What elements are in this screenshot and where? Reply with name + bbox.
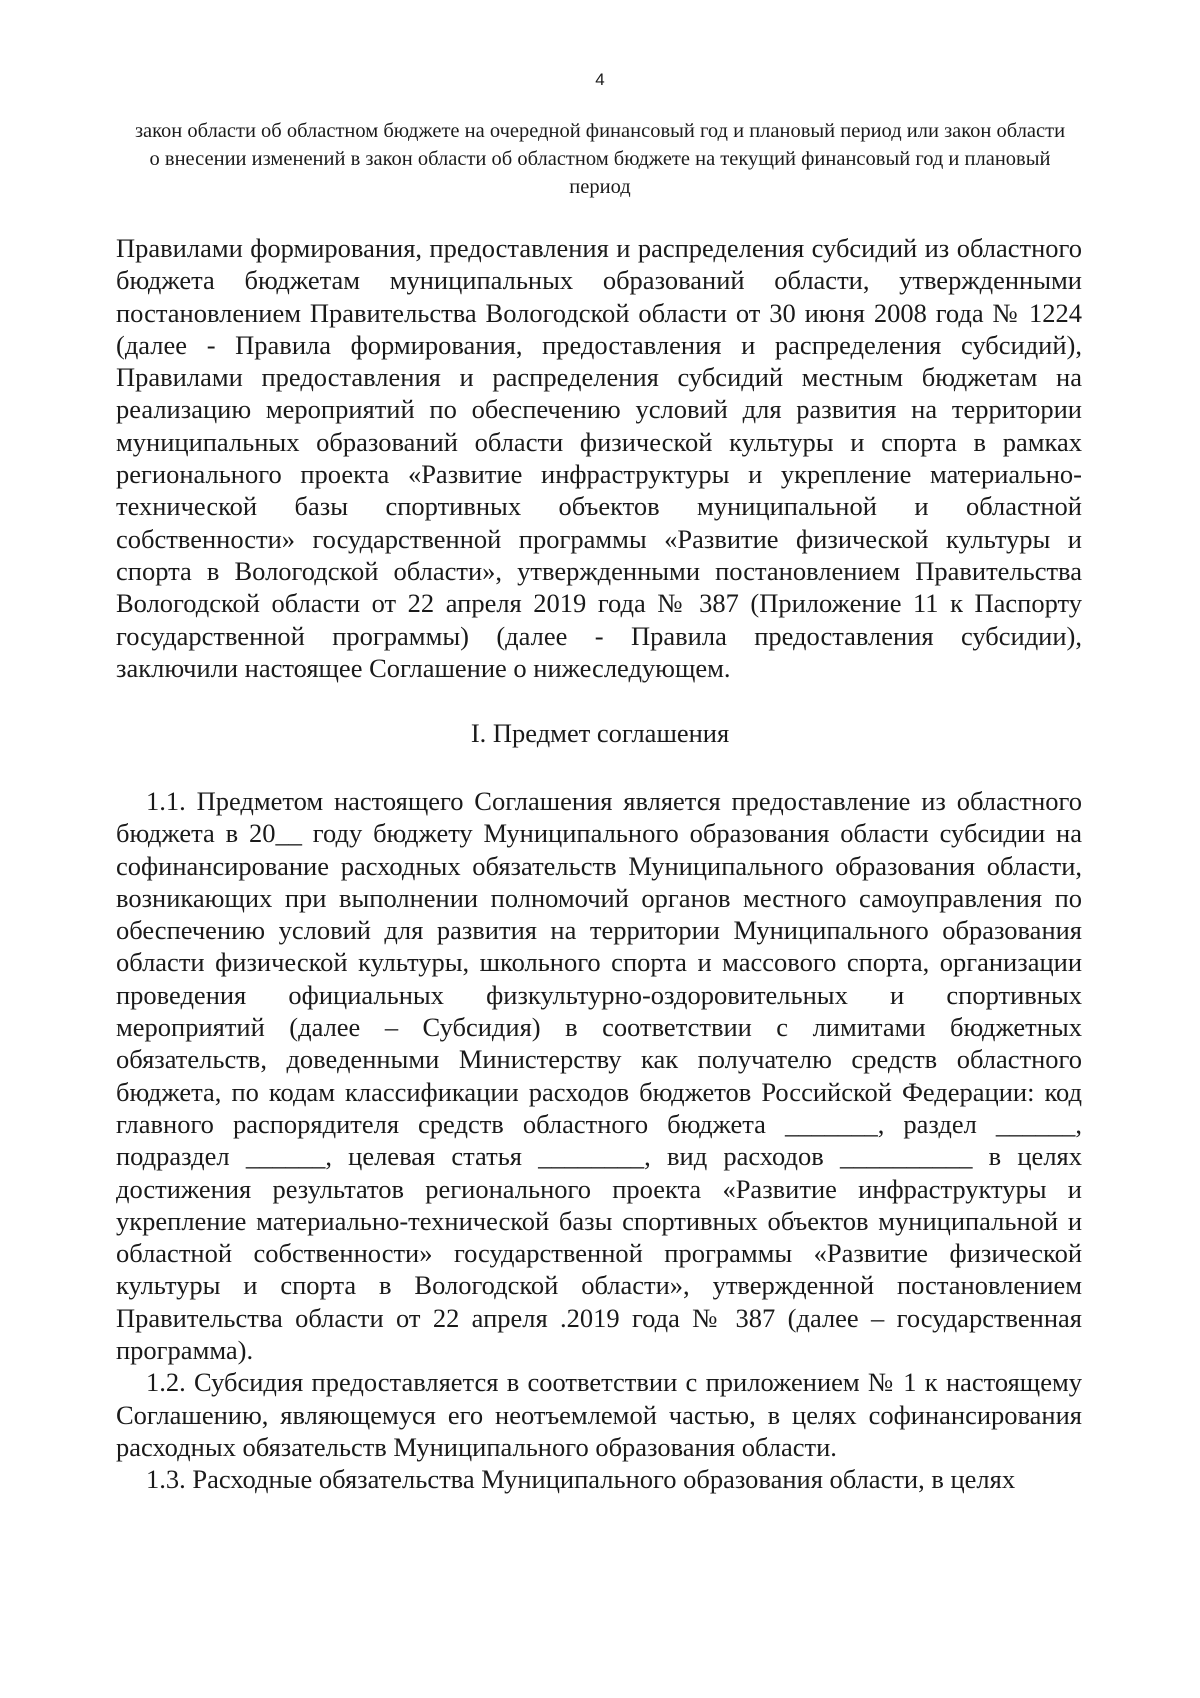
intro-section xyxy=(116,232,1082,684)
clauses-section xyxy=(116,785,1082,1496)
clause-1-1: 1.1. Предметом настоящего Соглашения является предоставление из областного бюджета в 20__ году бюджету Муниципального образования области субсидии на софинансирование расходных обязательств Муниципального образования области, возникающих при выполнении полномочий органов местного самоуправления по обеспечению условий для развития на территории Муниципального образования области физической культуры, школьного спорта и массового спорта, организации проведения официальных физкультурно-оздоровительных и спортивных мероприятий (далее – Субсидия) в соответствии с лимитами бюджетных обязательств, доведенными Министерству как получателю средств областного бюджета, по кодам классификации расходов бюджетов Российской Федерации: код главного распорядителя средств областного бюджета _______, раздел ______, подраздел ______, целевая статья ________, вид расходов __________ в целях достижения результатов регионального проекта «Развитие инфраструктуры и укрепление материально-технической базы спортивных объектов муниципальной и областной собственности» государственной программы «Развитие физической культуры и спорта в Вологодской области», утвержденной постановлением Правительства области от 22 апреля .2019 года № 387 (далее – государственная программа). xyxy=(116,786,1082,1366)
header-note: закон области об областном бюджете на очередной финансовый год и плановый период или закон области о внесении изменений в закон области об областном бюджете на текущий финансовый год и плановый период xyxy=(134,120,1066,198)
intro-paragraph: Правилами формирования, предоставления и распределения субсидий из областного бюджета бюджетам муниципальных образований области, утвержденными постановлением Правительства Вологодской области от 30 июня 2008 года № 1224 (далее - Правила формирования, предоставления и распределения субсидий), Правилами предоставления и распределения субсидий местным бюджетам на реализацию мероприятий по обеспечению условий для развития на территории муниципальных образований области физической культуры и спорта в рамках регионального проекта «Развитие инфраструктуры и укрепление материально-технической базы спортивных объектов муниципальной и областной собственности» государственной программы «Развитие физической культуры и спорта в Вологодской области», утвержденными постановлением Правительства Вологодской области от 22 апреля 2019 года № 387 (Приложение 11 к Паспорту государственной программы) (далее - Правила предоставления субсидии), заключили настоящее Соглашение о нижеследующем. xyxy=(116,233,1082,683)
clause-1-2: 1.2. Субсидия предоставляется в соответствии с приложением № 1 к настоящему Соглашению, являющемуся его неотъемлемой частью, в целях софинансирования расходных обязательств Муниципального образования области. xyxy=(116,1367,1082,1462)
page-number: 4 xyxy=(595,70,605,89)
clause-1-3: 1.3. Расходные обязательства Муниципального образования области, в целях xyxy=(146,1464,1016,1495)
section-title: I. Предмет соглашения xyxy=(470,718,730,748)
